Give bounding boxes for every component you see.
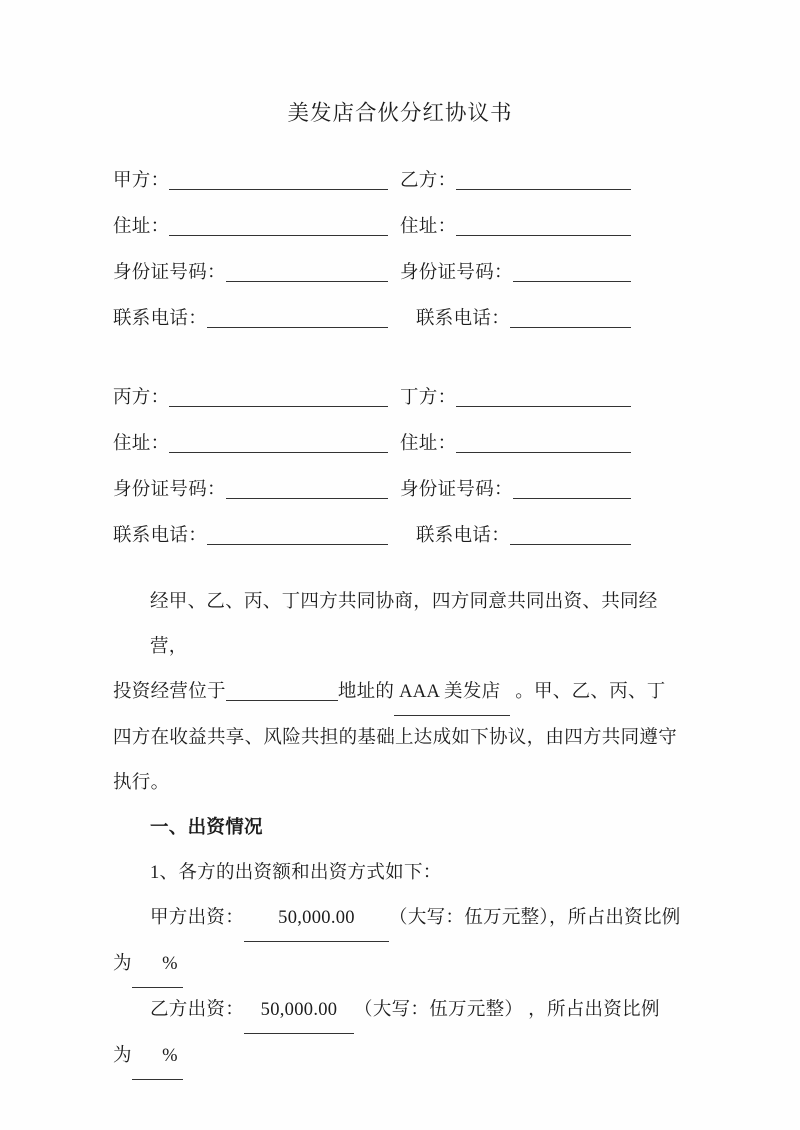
- party-c-name-field: [113, 385, 400, 411]
- field-blank-line: [207, 326, 388, 328]
- party-d-id-field: [400, 477, 687, 503]
- address-blank-line: [226, 682, 338, 701]
- field-blank-line: [456, 451, 631, 453]
- field-label: 住址：: [113, 434, 170, 454]
- party-c-id-field: [113, 477, 400, 503]
- party-b-address-field: [400, 214, 687, 240]
- field-label: 住址：: [400, 217, 457, 237]
- field-label: 住址：: [113, 217, 170, 237]
- field-label: 身份证号码：: [400, 480, 513, 500]
- party-block-ab: [113, 168, 687, 332]
- field-label: 身份证号码：: [113, 480, 226, 500]
- field-blank-line: [510, 543, 631, 545]
- intro-line-2-mid: 地址的: [337, 682, 395, 702]
- contribution-amount-underlined: 50,000.00: [244, 988, 354, 1034]
- party-d-address-field: [400, 431, 687, 457]
- contribution-amount-underlined: 50,000.00: [244, 896, 389, 942]
- party-d-phone-field: [400, 523, 687, 549]
- intro-line-2: [113, 670, 687, 716]
- field-label: 身份证号码：: [113, 263, 226, 283]
- intro-line-2-pre: 投资经营位于: [113, 682, 226, 702]
- party-b-id-field: [400, 260, 687, 286]
- section-heading: 一、出资情况: [150, 818, 263, 838]
- field-label: 身份证号码：: [400, 263, 513, 283]
- field-label: 甲方：: [113, 171, 170, 191]
- field-blank-line: [169, 405, 388, 407]
- party-c-phone-field: [113, 523, 400, 549]
- field-row: [113, 431, 687, 457]
- field-row: [113, 260, 687, 286]
- field-blank-line: [207, 543, 388, 545]
- party-a-id-field: [113, 260, 400, 286]
- shop-name-underlined: AAA 美发店: [394, 670, 510, 716]
- field-blank-line: [456, 234, 631, 236]
- field-label: 乙方：: [400, 171, 457, 191]
- field-label: 丁方：: [400, 388, 457, 408]
- field-label: 联系电话：: [416, 309, 511, 329]
- percent-blank-line: %: [132, 1034, 183, 1080]
- list-item-1: 1、各方的出资额和出资方式如下：: [150, 863, 442, 883]
- field-blank-line: [513, 497, 631, 499]
- party-c-address-field: [113, 431, 400, 457]
- party-b-phone-field: [400, 306, 687, 332]
- intro-line-3: 四方在收益共享、风险共担的基础上达成如下协议，由四方共同遵守: [113, 728, 678, 748]
- contribution-suffix: （大写：伍万元整），所占出资比例: [389, 908, 681, 928]
- ratio-prefix: 为: [113, 1046, 132, 1066]
- party-a-address-field: [113, 214, 400, 240]
- field-blank-line: [510, 326, 631, 328]
- field-blank-line: [513, 280, 631, 282]
- intro-line-1: 经甲、乙、丙、丁四方共同协商，四方同意共同出资、共同经营，: [150, 592, 658, 657]
- document-title: 美发店合伙分红协议书: [287, 101, 513, 125]
- field-row: [113, 306, 687, 332]
- field-label: 联系电话：: [113, 309, 208, 329]
- party-d-name-field: [400, 385, 687, 411]
- ratio-prefix: 为: [113, 954, 132, 974]
- party-b-ratio-line: [113, 1034, 687, 1080]
- field-label: 联系电话：: [113, 526, 208, 546]
- party-a-name-field: [113, 168, 400, 194]
- party-b-contribution-line: [113, 988, 687, 1034]
- field-row: [113, 168, 687, 194]
- field-label: 联系电话：: [416, 526, 511, 546]
- field-blank-line: [456, 405, 631, 407]
- field-blank-line: [169, 451, 388, 453]
- field-label: 住址：: [400, 434, 457, 454]
- field-row: [113, 477, 687, 503]
- field-blank-line: [456, 188, 631, 190]
- field-label: 丙方：: [113, 388, 170, 408]
- field-blank-line: [169, 234, 388, 236]
- intro-line-4: 执行。: [113, 773, 170, 793]
- field-row: [113, 214, 687, 240]
- contribution-suffix: （大写：伍万元整） ，所占出资比例: [354, 1000, 660, 1020]
- party-b-name-field: [400, 168, 687, 194]
- percent-blank-line: %: [132, 942, 183, 988]
- field-row: [113, 385, 687, 411]
- party-a-contribution-line: [113, 896, 687, 942]
- field-row: [113, 523, 687, 549]
- contribution-label: 乙方出资：: [150, 1000, 245, 1020]
- field-blank-line: [169, 188, 388, 190]
- party-a-ratio-line: [113, 942, 687, 988]
- intro-line-2-post: 。甲、乙、丙、丁: [510, 682, 666, 702]
- party-block-cd: [113, 385, 687, 549]
- document-content: [0, 100, 800, 1080]
- field-blank-line: [226, 280, 388, 282]
- party-a-phone-field: [113, 306, 400, 332]
- field-blank-line: [226, 497, 388, 499]
- agreement-body: [113, 580, 687, 1080]
- contribution-label: 甲方出资：: [150, 908, 245, 928]
